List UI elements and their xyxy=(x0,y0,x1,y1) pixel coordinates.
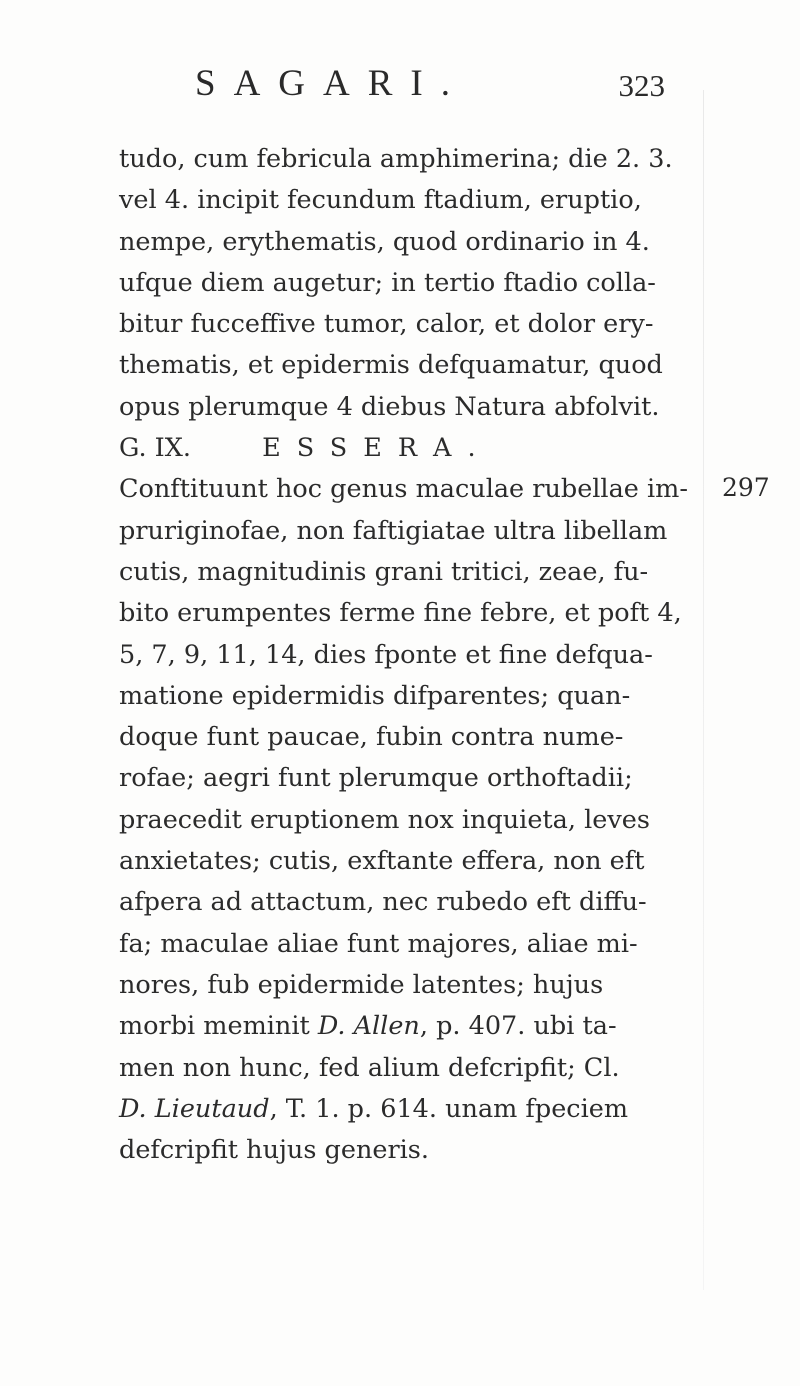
text-line: bito erumpentes ferme fine febre, et poft 4, xyxy=(119,598,682,629)
running-title: SAGARI. xyxy=(195,63,468,104)
text-line: matione epidermidis difparentes; quan- xyxy=(119,680,631,711)
genus-label: G. IX. xyxy=(119,433,192,464)
text-line xyxy=(119,1006,709,1047)
text-line: defcripfit hujus generis. xyxy=(119,1135,429,1166)
text-segment: , p. 407. ubi ta- xyxy=(419,1011,617,1042)
text-line: pruriginofae, non faftigiatae ultra libellam xyxy=(119,515,668,546)
text-line: cutis, magnitudinis grani tritici, zeae, fu- xyxy=(119,556,649,587)
text-line: opus plerumque 4 diebus Natura abfolvit. xyxy=(119,391,660,422)
text-line: vel 4. incipit fecundum ftadium, eruptio, xyxy=(119,185,642,216)
body-text xyxy=(119,139,709,1171)
text-line xyxy=(119,1089,709,1130)
text-line: rofae; aegri funt plerumque orthoftadii; xyxy=(119,763,633,794)
page-number: 323 xyxy=(618,68,665,103)
text-line: tudo, cum febricula amphimerina; die 2. 3. xyxy=(119,144,673,174)
text-line: afpera ad attactum, nec rubedo eft diffu- xyxy=(119,887,647,918)
text-line: ufque diem augetur; in tertio ftadio colla- xyxy=(119,267,656,298)
text-line: thematis, et epidermis defquamatur, quod xyxy=(119,350,663,381)
page-header xyxy=(195,62,665,122)
cited-author-lieutaud: D. Lieutaud xyxy=(119,1093,270,1124)
text-line: anxietates; cutis, exftante effera, non eft xyxy=(119,846,645,877)
text-line: doque funt paucae, fubin contra nume- xyxy=(119,722,624,753)
margin-number: 297 xyxy=(722,473,770,502)
text-segment: , T. 1. p. 614. unam fpeciem xyxy=(269,1093,628,1124)
text-line: Conftituunt hoc genus maculae rubellae im- xyxy=(119,474,688,505)
cited-author-allen: D. Allen xyxy=(317,1011,420,1042)
genus-heading xyxy=(119,428,709,469)
text-line: praecedit eruptionem nox inquieta, leves xyxy=(119,804,650,835)
text-line: nores, fub epidermide latentes; hujus xyxy=(119,969,604,1000)
text-line: men non hunc, fed alium defcripfit; Cl. xyxy=(119,1052,620,1083)
genus-title: ESSERA. xyxy=(262,433,492,464)
text-line: bitur fucceffive tumor, calor, et dolor ery- xyxy=(119,309,654,340)
text-segment: morbi meminit xyxy=(119,1011,318,1042)
text-line: 5, 7, 9, 11, 14, dies fponte et fine defqua- xyxy=(119,639,653,670)
text-line: fa; maculae aliae funt majores, aliae mi- xyxy=(119,928,638,959)
text-line: nempe, erythematis, quod ordinario in 4. xyxy=(119,226,650,257)
